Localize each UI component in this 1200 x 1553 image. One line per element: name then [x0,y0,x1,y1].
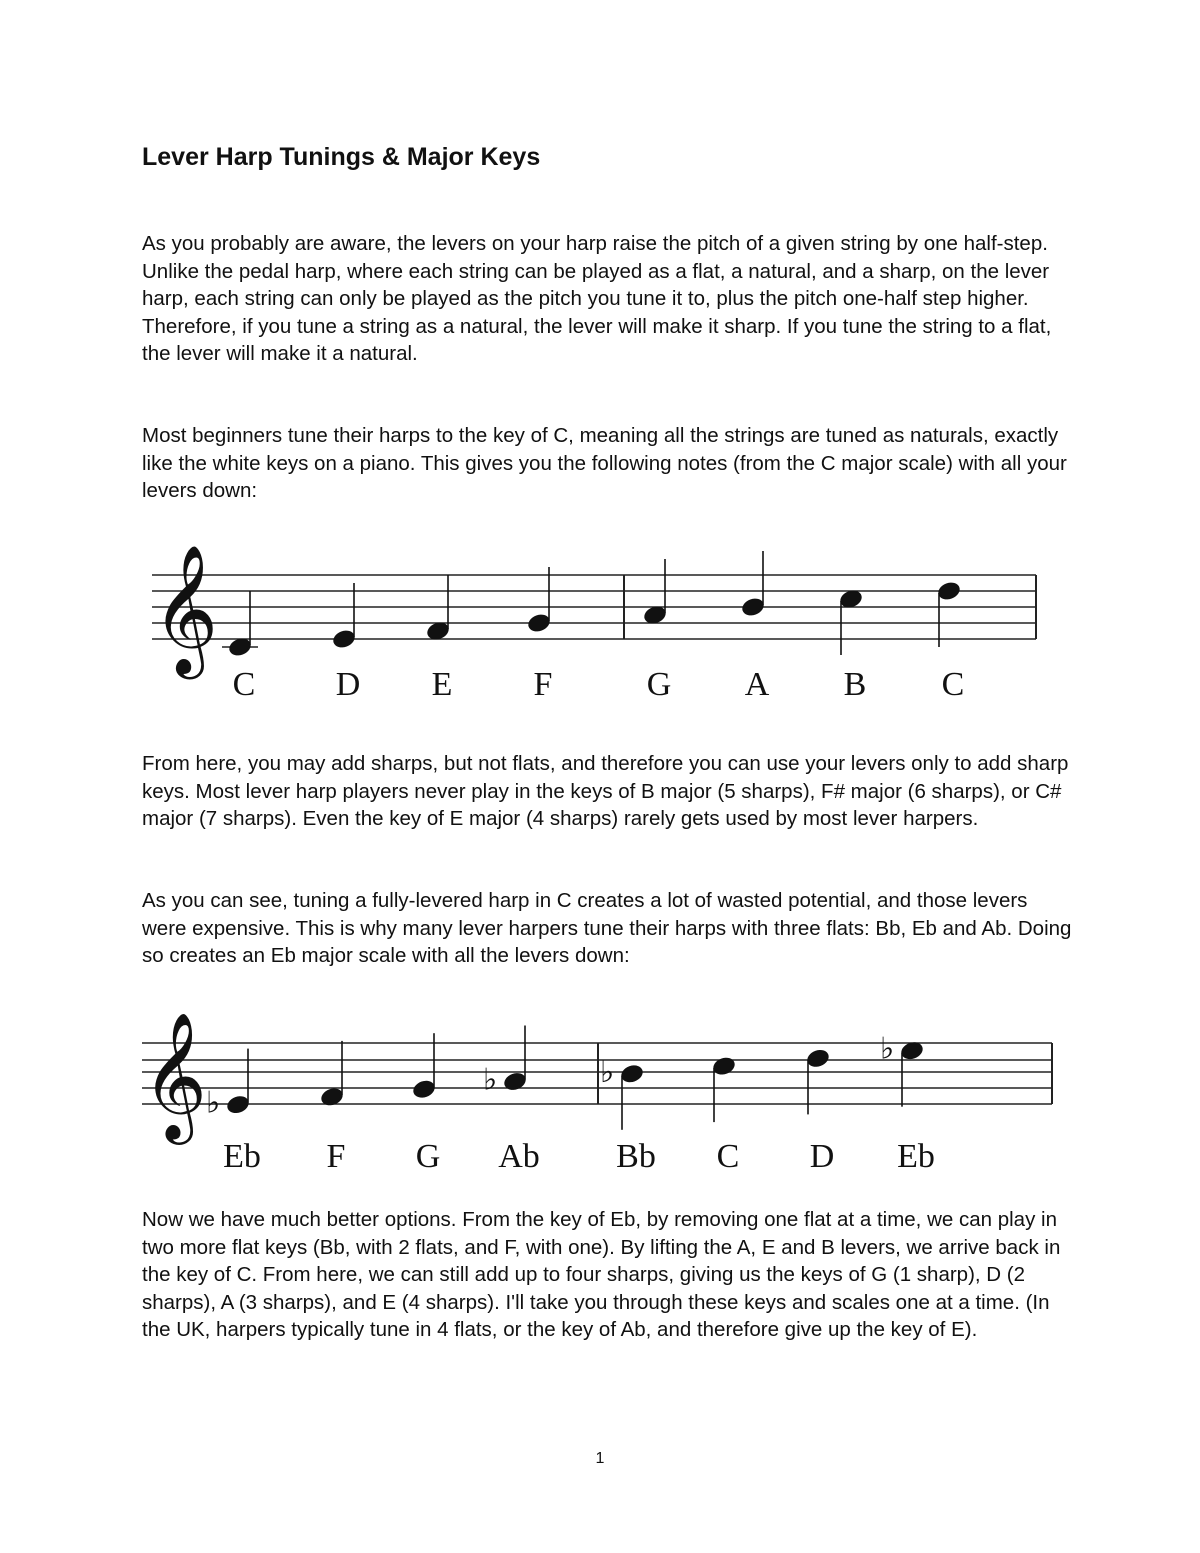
note-head [619,1063,645,1086]
paragraph-three-flats: As you can see, tuning a fully-levered harp in C creates a lot of wasted potential, and those levers were expensive. This is why many lever harpers tune their harps with three flats: Bb, Eb and Ab. Doing so creates an Eb major scale with all the levers down: [142,889,1072,967]
note-label: D [809,1138,835,1175]
note-head [936,580,962,603]
page-number: 1 [595,1450,605,1467]
staff-lines [152,575,1036,639]
note-label: G [415,1138,441,1175]
note-head [225,1093,251,1116]
note-head [411,1078,437,1101]
flat-icon: ♭ [880,1031,895,1067]
note-head [526,612,552,635]
flat-icon: ♭ [206,1085,221,1121]
note-label: C [232,666,256,703]
flat-icon: ♭ [600,1054,615,1090]
note-label: Ab [498,1138,540,1175]
note-label: Eb [223,1138,261,1175]
note-label: G [646,666,672,703]
treble-clef-icon: 𝄞 [152,544,219,674]
note-head [805,1047,831,1070]
note-head [740,596,766,619]
note-label: Eb [897,1138,935,1175]
note-label: F [533,666,553,703]
note-label: Bb [616,1138,656,1175]
note-head [319,1086,345,1109]
note-label: A [744,666,770,703]
eb-major-scale-staff [0,1007,1200,1182]
paragraph-key-of-c: Most beginners tune their harps to the key of C, meaning all the strings are tuned as naturals, exactly like the white keys on a piano. This gives you the following notes (from the C major scale) with all your levers down: [142,424,1067,502]
note-label: C [941,666,965,703]
flat-icon: ♭ [483,1062,498,1098]
note-head [502,1070,528,1093]
note-label: E [431,666,453,703]
paragraph-better-options: Now we have much better options. From the key of Eb, by removing one flat at a time, we can play in two more flat keys (Bb, with 2 flats, and F, with one). By lifting the A, E and B levers, we arrive back in the key of C. From here, we can still add up to four sharps, giving us the keys of G (1 sharp), D (2 sharps), A (3 sharps), and E (4 sharps). I'll take you through these keys and scales one at a time. (In the UK, harpers typically tune in 4 flats, or the key of Ab, and therefore give up the key of E). [142,1208,1061,1341]
note-label: C [716,1138,740,1175]
document-title: Lever Harp Tunings & Major Keys [142,143,541,171]
note-label: D [335,666,361,703]
paragraph-levers-intro: As you probably are aware, the levers on your harp raise the pitch of a given string by one half-step. Unlike the pedal harp, where each string can be played as a flat, a natural, and a sharp, on the lever harp, each string can only be played as the pitch you tune it to, plus the pitch one-half step higher. Therefore, if you tune a string as a natural, the lever will make it sharp. If you tune the string to a flat, the lever will make it a natural. [142,232,1052,365]
note-head [331,628,357,651]
note-label: F [326,1138,346,1175]
treble-clef-icon: 𝄞 [142,1011,208,1139]
note-label: B [843,666,867,703]
paragraph-adding-sharps: From here, you may add sharps, but not flats, and therefore you can use your levers only to add sharp keys. Most lever harp players never play in the keys of B major (5 sharps), F# major (6 sharps), or C# major (7 sharps). Even the key of E major (4 sharps) rarely gets used by most lever harpers. [142,752,1069,830]
note-head [711,1055,737,1078]
c-major-scale-staff [0,535,1200,710]
